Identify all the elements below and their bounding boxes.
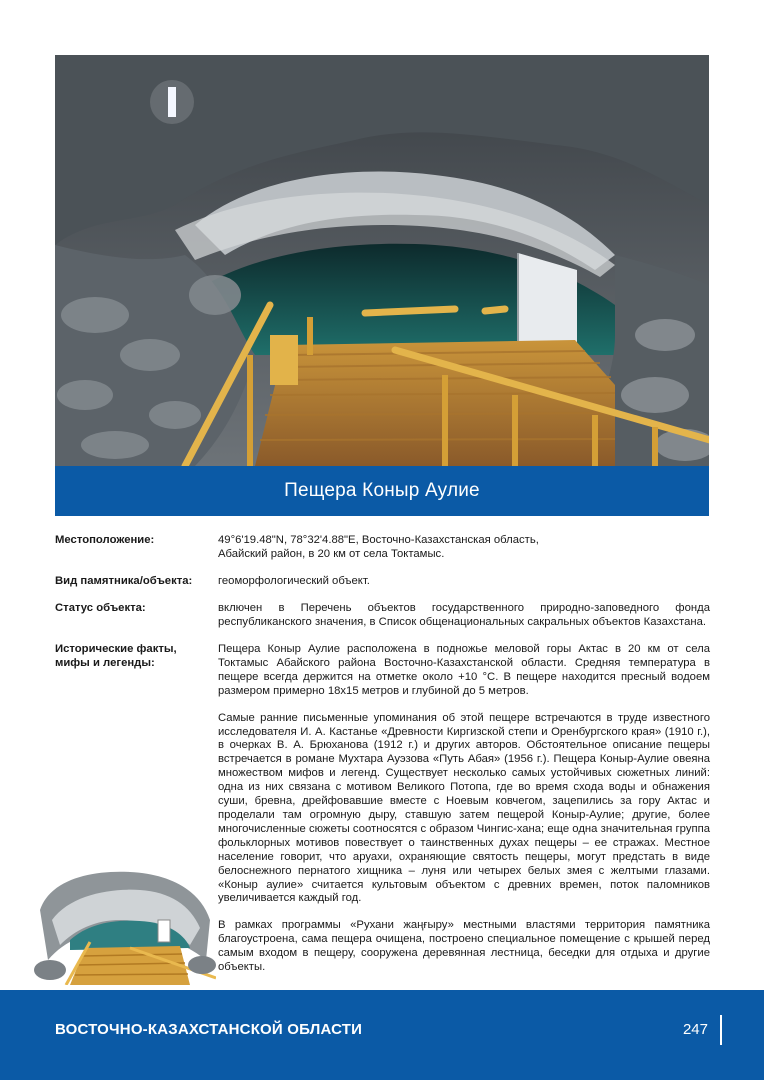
cave-sketch <box>30 850 216 985</box>
footer-region-title: ВОСТОЧНО-КАЗАХСТАНСКОЙ ОБЛАСТИ <box>55 1021 363 1038</box>
history-label-line-1: Исторические факты, <box>55 643 177 655</box>
status-row <box>55 602 710 643</box>
cave-sketch-illustration <box>30 850 216 985</box>
kind-label: Вид памятника/объекта: <box>55 575 193 587</box>
history-paragraph-1: Пещера Коныр Аулие расположена в подножье меловой горы Актас в 20 км от села Токтамыс Абайского района Восточно-Казахстанской области. Средняя температура в пещере всегда держится на отметке около +10 °С. В пещере находится пресный водоем размером примерно 18х15 метров и глубиной до 5 метров. <box>218 643 710 697</box>
history-label <box>55 643 210 671</box>
location-label: Местоположение: <box>55 534 155 546</box>
page-number: 247 <box>682 1021 708 1038</box>
kind-value: геоморфологический объект. <box>218 575 370 587</box>
kind-row <box>55 575 710 602</box>
history-text <box>218 643 710 975</box>
location-row <box>55 534 710 575</box>
page-footer <box>0 990 764 1080</box>
status-value <box>218 602 710 630</box>
object-title: Пещера Коныр Аулие <box>284 480 480 501</box>
status-text: включен в Перечень объектов государственного природно-заповедного фонда республиканского значения, в Список общенациональных сакральных объектов Казахстана. <box>218 602 710 628</box>
history-label-line-2: мифы и легенды: <box>55 656 155 669</box>
location-line-1: 49°6'19.48"N, 78°32'4.88"E, Восточно-Казахстанская область, <box>218 534 539 546</box>
history-paragraph-3: В рамках программы «Рухани жаңғыру» местными властями территория памятника благоустроена, сама пещера очищена, построено специальное помещение с крышей перед самым входом в пещеру, сооружена деревянная лестница, беседки для отдыха и другие объекты. <box>218 919 710 974</box>
status-label: Статус объекта: <box>55 602 146 614</box>
cave-photo-illustration <box>55 55 709 466</box>
location-line-2: Абайский район, в 20 км от села Токтамыс. <box>218 547 445 560</box>
history-paragraph-2: Самые ранние письменные упоминания об этой пещере встречаются в труде известного исследователя И. А. Кастанье «Древности Киргизской степи и Оренбургского края» (1910 г.), в очерках В. А. Брюханова (1912 г.) и других авторов. Обстоятельное описание пещеры встречается в романе Мухтара Ауэзова «Путь Абая» (1956 г.). Пещера Коныр-Аулие овеяна множеством мифов и легенд. Существует несколько самых устойчивых сюжетных линий: одна из них связана с мотивом Великого Потопа, где во время схода воды и обнажения суши, бревна, дрейфовавшие вместе с Ноевым ковчегом, зацепились за гору Актас и проделали там огромную дыру, ставшую затем пещерой Коныр-Аулие; другие, более многочисленные сюжеты соотносятся с образом Чингис-хана; еще одна значительная группа фольклорных мотивов повествует о таинственных духах пещеры – ее стражах. Местное население говорит, что аруахи, охраняющие святость пещеры, могут предстать в виде белоснежного пернатого хищника – луня или четырех белых змея с желтыми глазами. «Коныр аулие» считается культовым объектом с древних времен, поток паломников увеличивается каждый год. <box>218 711 710 905</box>
page-number-divider <box>720 1015 722 1045</box>
location-value <box>218 534 710 562</box>
cave-photo <box>55 55 709 466</box>
object-title-banner <box>55 466 709 516</box>
